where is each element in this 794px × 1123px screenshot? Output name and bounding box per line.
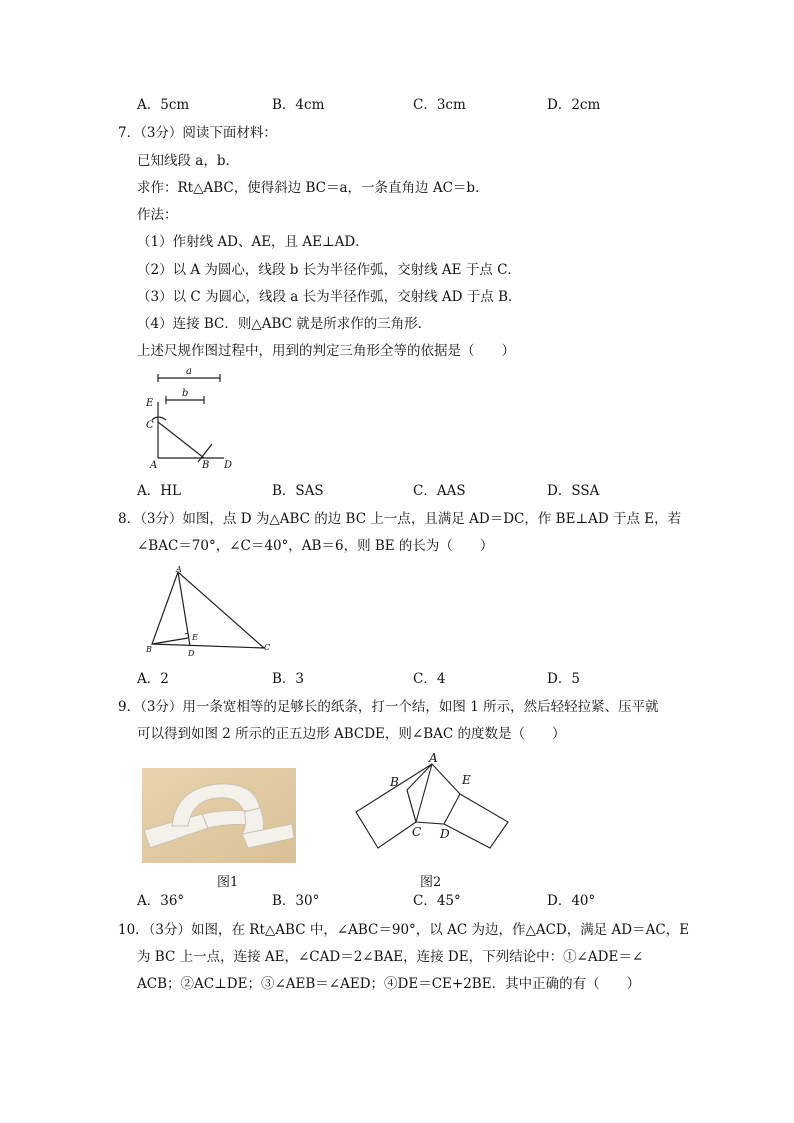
q10-line-3: ACB；②AC⊥DE；③∠AEB＝∠AED；④DE＝CE+2BE．其中正确的有（ ） — [137, 976, 641, 992]
q6-option-d: D．2cm — [547, 97, 601, 113]
fig2-caption: 图2 — [420, 875, 442, 890]
q8-option-c: C．4 — [413, 671, 446, 687]
q7-stem: 7．（3分）阅读下面材料： — [118, 125, 277, 141]
q7-step-1: （1）作射线 AD、AE，且 AE⊥AD． — [137, 234, 369, 250]
triangle-abc — [152, 572, 264, 648]
q9-option-d: D．40° — [547, 893, 596, 909]
q6-option-c: C．3cm — [413, 97, 466, 113]
segment-bc — [158, 422, 204, 458]
label-c: C — [146, 420, 154, 431]
label-d: D — [188, 649, 195, 658]
q6-option-b: B．4cm — [272, 97, 325, 113]
q9-line-2: 可以得到如图 2 所示的正五边形 ABCDE，则∠BAC 的度数是（ ） — [137, 726, 566, 742]
label-b: b — [182, 388, 189, 399]
label-a: A — [429, 751, 438, 765]
q7-step-4: （4）连接 BC．则△ABC 就是所求作的三角形． — [137, 316, 432, 332]
q7-option-c: C．AAS — [413, 483, 466, 499]
q10-line-1: 10．（3分）如图，在 Rt△ABC 中，∠ABC＝90°，以 AC 为边，作△ACD，满足 AD＝AC，E — [118, 922, 690, 938]
label-e: E — [192, 633, 198, 642]
label-a: a — [186, 366, 192, 377]
arc-c — [152, 417, 166, 420]
q7-construct: 求作：Rt△ABC，使得斜边 BC＝a，一条直角边 AC＝b． — [137, 180, 489, 196]
q8-option-d: D．5 — [547, 671, 580, 687]
fig1-caption: 图1 — [217, 875, 239, 890]
label-c: C — [412, 825, 422, 839]
q7-option-d: D．SSA — [547, 483, 600, 499]
q7-given: 已知线段 a，b． — [137, 153, 239, 169]
q6-option-a: A．5cm — [137, 97, 190, 113]
label-a: A — [176, 565, 182, 574]
label-e: E — [146, 398, 154, 409]
q7-option-a: A．HL — [137, 483, 181, 499]
q8-option-a: A．2 — [137, 671, 169, 687]
q10-line-2: 为 BC 上一点，连接 AE，∠CAD＝2∠BAE，连接 DE，下列结论中：①∠ADE＝∠ — [137, 949, 644, 965]
q7-step-2: （2）以 A 为圆心，线段 b 长为半径作弧，交射线 AE 于点 C． — [137, 262, 521, 278]
q7-method-title: 作法： — [137, 207, 178, 223]
label-d: D — [440, 827, 450, 841]
q9-option-c: C．45° — [413, 893, 461, 909]
q7-step-3: （3）以 C 为圆心，线段 a 长为半径作弧，交射线 AD 于点 B． — [137, 289, 522, 305]
label-e: E — [462, 773, 471, 787]
q8-line-2: ∠BAC＝70°，∠C＝40°，AB＝6，则 BE 的长为（ ） — [137, 538, 494, 554]
q8-line-1: 8．（3分）如图，点 D 为△ABC 的边 BC 上一点，且满足 AD＝DC，作 BE⊥AD 于点 E，若 — [118, 511, 682, 527]
q7-option-b: B．SAS — [272, 483, 324, 499]
q9-figure-2 — [352, 752, 512, 852]
label-b: B — [146, 645, 152, 654]
q9-line-1: 9．（3分）用一条宽相等的足够长的纸条，打一个结，如图 1 所示，然后轻轻拉紧、压平就 — [118, 699, 659, 715]
label-a-point: A — [150, 460, 158, 471]
q9-option-b: B．30° — [272, 893, 320, 909]
paper-strip-right — [444, 794, 508, 848]
label-d: D — [224, 460, 233, 471]
label-c: C — [264, 643, 271, 652]
q7-question: 上述尺规作图过程中，用到的判定三角形全等的依据是（ ） — [137, 343, 515, 359]
segment-be — [152, 638, 188, 644]
q9-figure-1 — [142, 768, 296, 863]
label-b-point: B — [202, 460, 210, 471]
q7-figure — [140, 362, 240, 472]
q8-figure — [140, 564, 280, 660]
q9-option-a: A．36° — [137, 893, 185, 909]
pentagon-abcde — [407, 764, 460, 824]
label-b: B — [390, 775, 399, 789]
q8-option-b: B．3 — [272, 671, 305, 687]
